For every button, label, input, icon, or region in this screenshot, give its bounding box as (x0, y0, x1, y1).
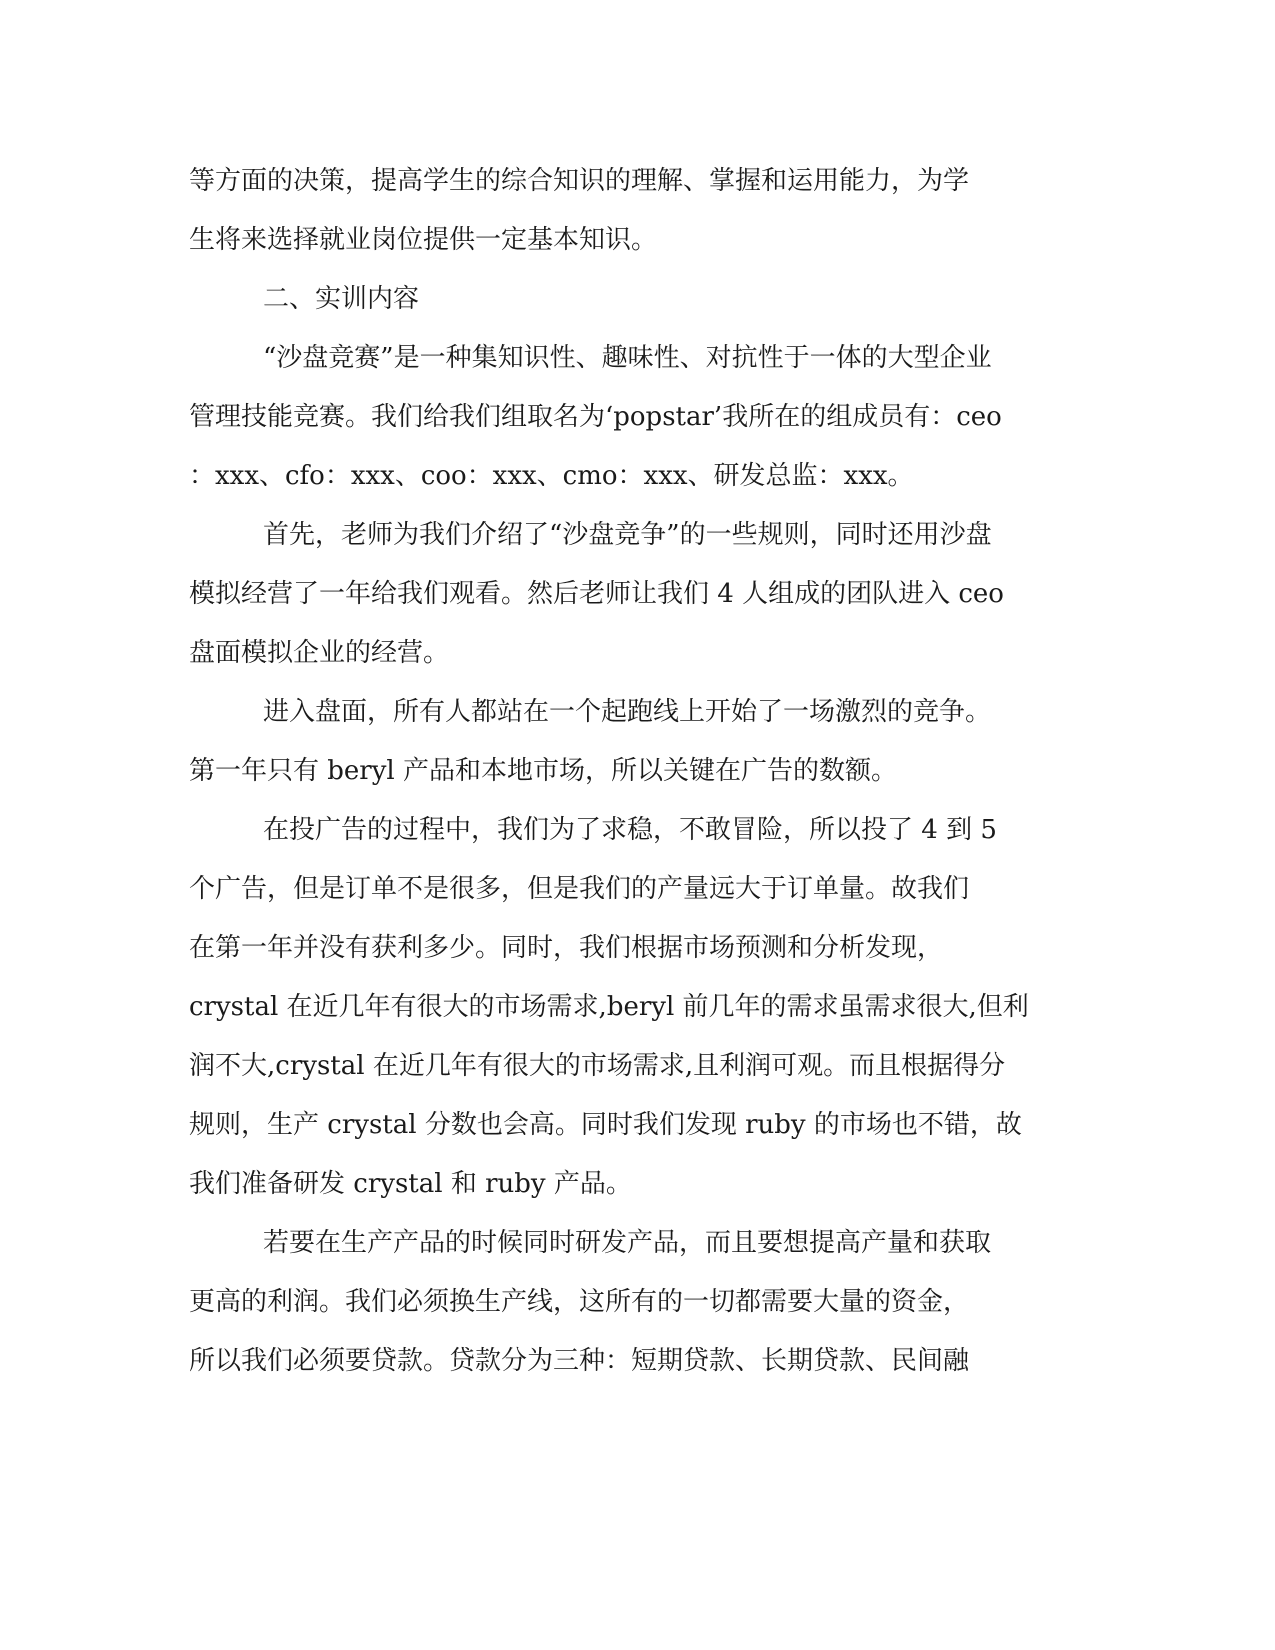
text-line: 规则，生产 crystal 分数也会高。同时我们发现 ruby 的市场也不错，故 (189, 1110, 1022, 1140)
text-line: “沙盘竞赛”是一种集知识性、趣味性、对抗性于一体的大型企业 (263, 343, 992, 373)
text-line: 润不大,crystal 在近几年有很大的市场需求,且利润可观。而且根据得分 (189, 1051, 1006, 1081)
text-line: 盘面模拟企业的经营。 (189, 638, 450, 668)
text-line: crystal 在近几年有很大的市场需求,beryl 前几年的需求虽需求很大,但利 (189, 992, 1029, 1022)
text-line: 进入盘面，所有人都站在一个起跑线上开始了一场激烈的竞争。 (263, 697, 992, 727)
text-line: 生将来选择就业岗位提供一定基本知识。 (189, 225, 658, 255)
section-heading: 二、实训内容 (263, 284, 420, 314)
text-line: 在第一年并没有获利多少。同时，我们根据市场预测和分析发现， (189, 933, 944, 963)
text-line: 第一年只有 beryl 产品和本地市场，所以关键在广告的数额。 (189, 756, 897, 786)
text-line: 我们准备研发 crystal 和 ruby 产品。 (189, 1169, 632, 1199)
text-line: 等方面的决策，提高学生的综合知识的理解、掌握和运用能力，为学 (189, 166, 970, 196)
text-line: 首先，老师为我们介绍了“沙盘竞争”的一些规则，同时还用沙盘 (263, 520, 992, 550)
text-line: ：xxx、cfo：xxx、coo：xxx、cmo：xxx、研发总监：xxx。 (189, 461, 914, 491)
text-line: 若要在生产产品的时候同时研发产品，而且要想提高产量和获取 (263, 1228, 992, 1258)
text-line: 在投广告的过程中，我们为了求稳，不敢冒险，所以投了 4 到 5 (263, 815, 997, 845)
text-line: 所以我们必须要贷款。贷款分为三种：短期贷款、长期贷款、民间融 (189, 1346, 970, 1376)
text-line: 管理技能竞赛。我们给我们组取名为‘popstar’我所在的组成员有：ceo (189, 402, 1002, 432)
text-line: 模拟经营了一年给我们观看。然后老师让我们 4 人组成的团队进入 ceo (189, 579, 1004, 609)
text-line: 个广告，但是订单不是很多，但是我们的产量远大于订单量。故我们 (189, 874, 970, 904)
text-line: 更高的利润。我们必须换生产线，这所有的一切都需要大量的资金， (189, 1287, 970, 1317)
